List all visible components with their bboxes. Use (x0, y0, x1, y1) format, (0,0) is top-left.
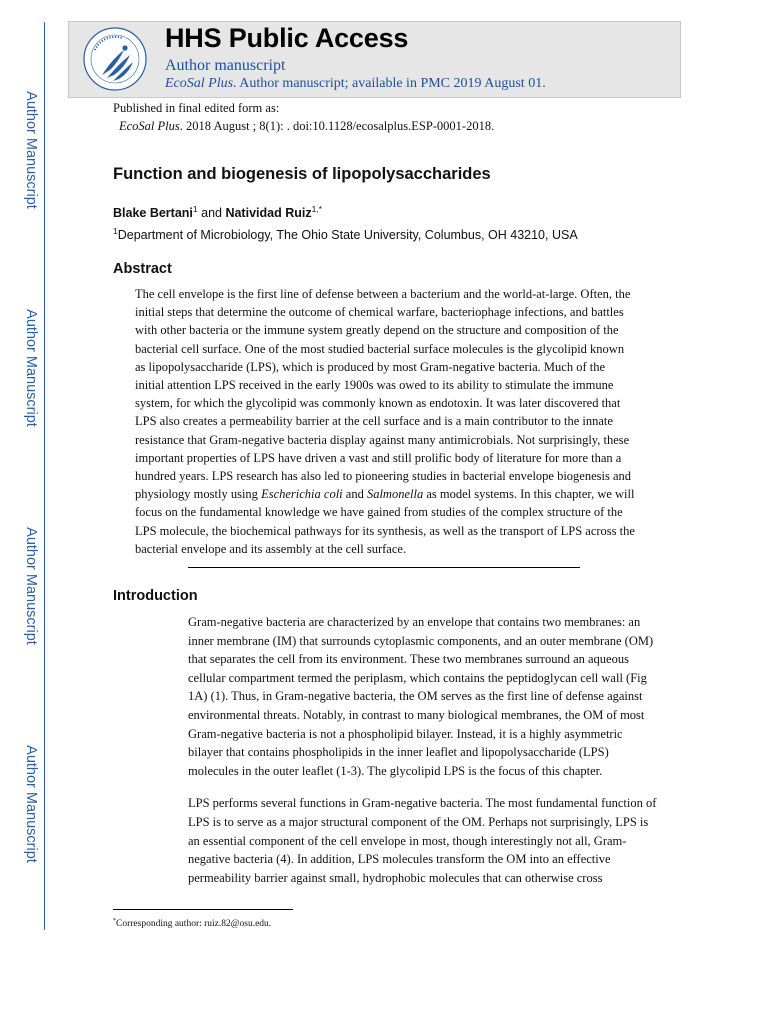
published-form (113, 99, 494, 135)
introduction-body (188, 613, 658, 901)
introduction-heading: Introduction (113, 588, 198, 604)
organism-name: Salmonella (366, 487, 424, 502)
corresponding-author-footnote: *Corresponding author: ruiz.82@osu.edu. (113, 918, 272, 930)
introduction-paragraph: LPS performs several functions in Gram-negative bacteria. The most fundamental function of LPS is to serve as a major structural component of the OM. Perhaps not surprisingly, LPS is an essential component of the cell envelope in most, though interestingly not all, Gram-negative bacteria (4). In addition, LPS molecules transform the OM into an effective permeability barrier against small, hydrophobic molecules that can otherwise cross (188, 796, 657, 885)
paper-title: Function and biogenesis of lipopolysaccharides (113, 165, 491, 183)
citation: EcoSal Plus. 2018 August ; 8(1): . doi:10.1128/ecosalplus.ESP-0001-2018. (119, 119, 495, 133)
hhs-eagle-seal-icon (82, 26, 148, 92)
availability-line: EcoSal Plus. Author manuscript; available in PMC 2019 August 01. (165, 76, 546, 91)
introduction-paragraph: Gram-negative bacteria are characterized by an envelope that contains two membranes: an inner membrane (IM) that surrounds cytoplasmic components, and an outer membrane (OM) that separates the cell from its environment. These two membranes surround an aqueous cellular compartment termed the periplasm, which contains the peptidoglycan cell wall (Fig 1A) (1). Thus, in Gram-negative bacteria, the OM serves as the first line of defense against environmental threats. Notably, in contrast to many biological membranes, the OM of most Gram-negative bacteria is not a phospholipid bilayer. Instead, it is a highly asymmetric bilayer that contains phospholipids in the inner leaflet and lipopolysaccharide (LPS) molecules in the outer leaflet (1-3). The glycolipid LPS is the focus of this chapter. (188, 615, 654, 778)
journal-name: EcoSal Plus (165, 76, 234, 91)
margin-rule (44, 22, 45, 930)
author-list: Blake Bertani$^1$ and Natividad Ruiz$^{1,*}$ (113, 204, 322, 221)
abstract-body (135, 285, 635, 558)
author-name: Natividad Ruiz (225, 206, 312, 221)
affiliation: $^1$Department of Microbiology, The Ohio State University, Columbus, OH 43210, USA (113, 226, 578, 243)
abstract-divider (188, 567, 580, 568)
abstract-paragraph: The cell envelope is the first line of defense between a bacterium and the world-at-large. Often, the initial steps that determine the outcome of chemical warfare, bacteriophage infections, and battles with other bacteria or the immune system greatly depend on the structure and composition of the bacterial cell surface. One of the most studied bacterial surface molecules is the glycolipid known as lipopolysaccharide (LPS), which is produced by most Gram-negative bacteria. Much of the initial attention LPS received in the early 1900s was owed to its ability to stimulate the immune system, for which the glycolipid was commonly known as endotoxin. It was later discovered that LPS also creates a permeability barrier at the cell surface and is a main contributor to the innate resistance that Gram-negative bacteria display against many antimicrobials. Not surprisingly, these important properties of LPS have driven a vast and still prolific body of literature for more than a hundred years. LPS research has also led to pioneering studies in bacterial envelope biogenesis and physiology mostly using Escherichia coli and Salmonella as model systems. In this chapter, we will focus on the fundamental knowledge we have gained from studies of the complex structure of the LPS molecule, the biochemical pathways for its synthesis, as well as the transport of LPS across the bacterial envelope and its assembly at the cell surface. (135, 287, 635, 556)
abstract-heading: Abstract (113, 261, 172, 277)
author-name: Blake Bertani (113, 206, 193, 221)
published-label: Published in final edited form as: (113, 101, 280, 115)
hhs-public-access-title: HHS Public Access (165, 23, 409, 53)
footnote-divider (113, 909, 293, 910)
author-manuscript-label: Author manuscript (165, 57, 286, 74)
organism-name: Escherichia coli (261, 487, 343, 502)
citation-journal: EcoSal Plus (119, 119, 180, 133)
